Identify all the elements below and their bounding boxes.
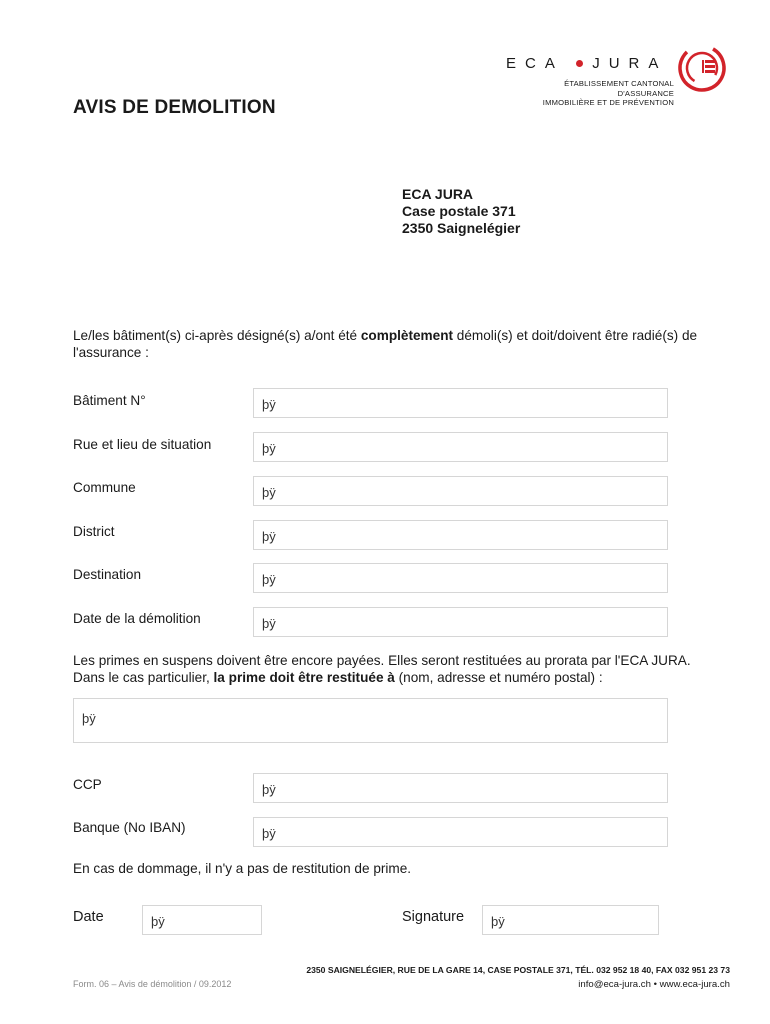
iban-field-value: þÿ: [262, 826, 276, 841]
damage-note: En cas de dommage, il n'y a pas de restitution de prime.: [73, 861, 412, 876]
label-signature: Signature: [402, 909, 465, 925]
premium-recipient-field[interactable]: [73, 698, 668, 743]
batiment-field[interactable]: [253, 388, 668, 418]
label-date: Date: [73, 909, 104, 925]
premiums-line2-bold: la prime doit être restituée à: [213, 669, 395, 685]
label-iban: Banque (No IBAN): [73, 820, 186, 835]
recipient-address: [402, 186, 520, 237]
premiums-line2: [73, 670, 733, 687]
iban-field[interactable]: [253, 817, 668, 847]
label-district: District: [73, 524, 115, 539]
premiums-line2-before: Dans le cas particulier,: [73, 669, 214, 685]
intro-text-before: Le/les bâtiment(s) ci-après désigné(s) a/ont été: [73, 328, 361, 343]
logo-subtitle-line2: IMMOBILIÈRE ET DE PRÉVENTION: [542, 98, 674, 107]
logo-subtitle: [506, 79, 674, 108]
label-ccp: CCP: [73, 777, 102, 792]
logo-wordmark: [506, 55, 667, 72]
signature-field-value: þÿ: [491, 914, 505, 929]
premiums-line1: Les primes en suspens doivent être encore payées. Elles seront restituées au prorata par l'ECA JURA.: [73, 653, 691, 668]
date-field[interactable]: [142, 905, 262, 935]
intro-text-bold: complètement: [360, 328, 454, 343]
date-demolition-field-value: þÿ: [262, 616, 276, 631]
district-field-value: þÿ: [262, 529, 276, 544]
date-field-value: þÿ: [151, 914, 165, 929]
logo-brand-right: JURA: [592, 55, 668, 72]
label-batiment: Bâtiment N°: [73, 393, 146, 408]
label-commune: Commune: [73, 480, 136, 495]
logo-dot-icon: [576, 60, 583, 67]
eca-jura-emblem-icon: [676, 42, 728, 94]
commune-field[interactable]: [253, 476, 668, 506]
page-title: AVIS DE DEMOLITION: [73, 97, 276, 118]
destination-field[interactable]: [253, 563, 668, 593]
form-reference: Form. 06 – Avis de démolition / 09.2012: [73, 979, 232, 989]
label-rue: Rue et lieu de situation: [73, 437, 212, 452]
label-destination: Destination: [73, 567, 142, 582]
ccp-field-value: þÿ: [262, 782, 276, 797]
label-date-demolition: Date de la démolition: [73, 611, 201, 626]
district-field[interactable]: [253, 520, 668, 550]
intro-paragraph: [73, 328, 733, 361]
premiums-paragraph: [73, 653, 733, 686]
premium-recipient-value: þÿ: [82, 711, 96, 726]
date-demolition-field[interactable]: [253, 607, 668, 637]
destination-field-value: þÿ: [262, 572, 276, 587]
ccp-field[interactable]: [253, 773, 668, 803]
footer-address: 2350 SAIGNELÉGIER, RUE DE LA GARE 14, CASE POSTALE 371, TÉL. 032 952 18 40, FAX 032 951 23 73: [306, 965, 730, 975]
batiment-field-value: þÿ: [262, 397, 276, 412]
logo-subtitle-line1: ÉTABLISSEMENT CANTONAL D'ASSURANCE: [564, 79, 674, 98]
commune-field-value: þÿ: [262, 485, 276, 500]
signature-field[interactable]: [482, 905, 659, 935]
recipient-line2: Case postale 371: [402, 203, 516, 219]
premiums-line2-after: (nom, adresse et numéro postal) :: [394, 669, 603, 685]
intro-text-after: démoli(s) et doit/doivent être radié(s) de l'assurance :: [73, 328, 698, 360]
footer-contact: info@eca-jura.ch • www.eca-jura.ch: [578, 979, 730, 990]
rue-field-value: þÿ: [262, 441, 276, 456]
recipient-line3: 2350 Saignelégier: [402, 220, 521, 236]
logo-brand-left: ECA: [506, 55, 564, 72]
rue-field[interactable]: [253, 432, 668, 462]
recipient-line1: ECA JURA: [402, 186, 474, 202]
